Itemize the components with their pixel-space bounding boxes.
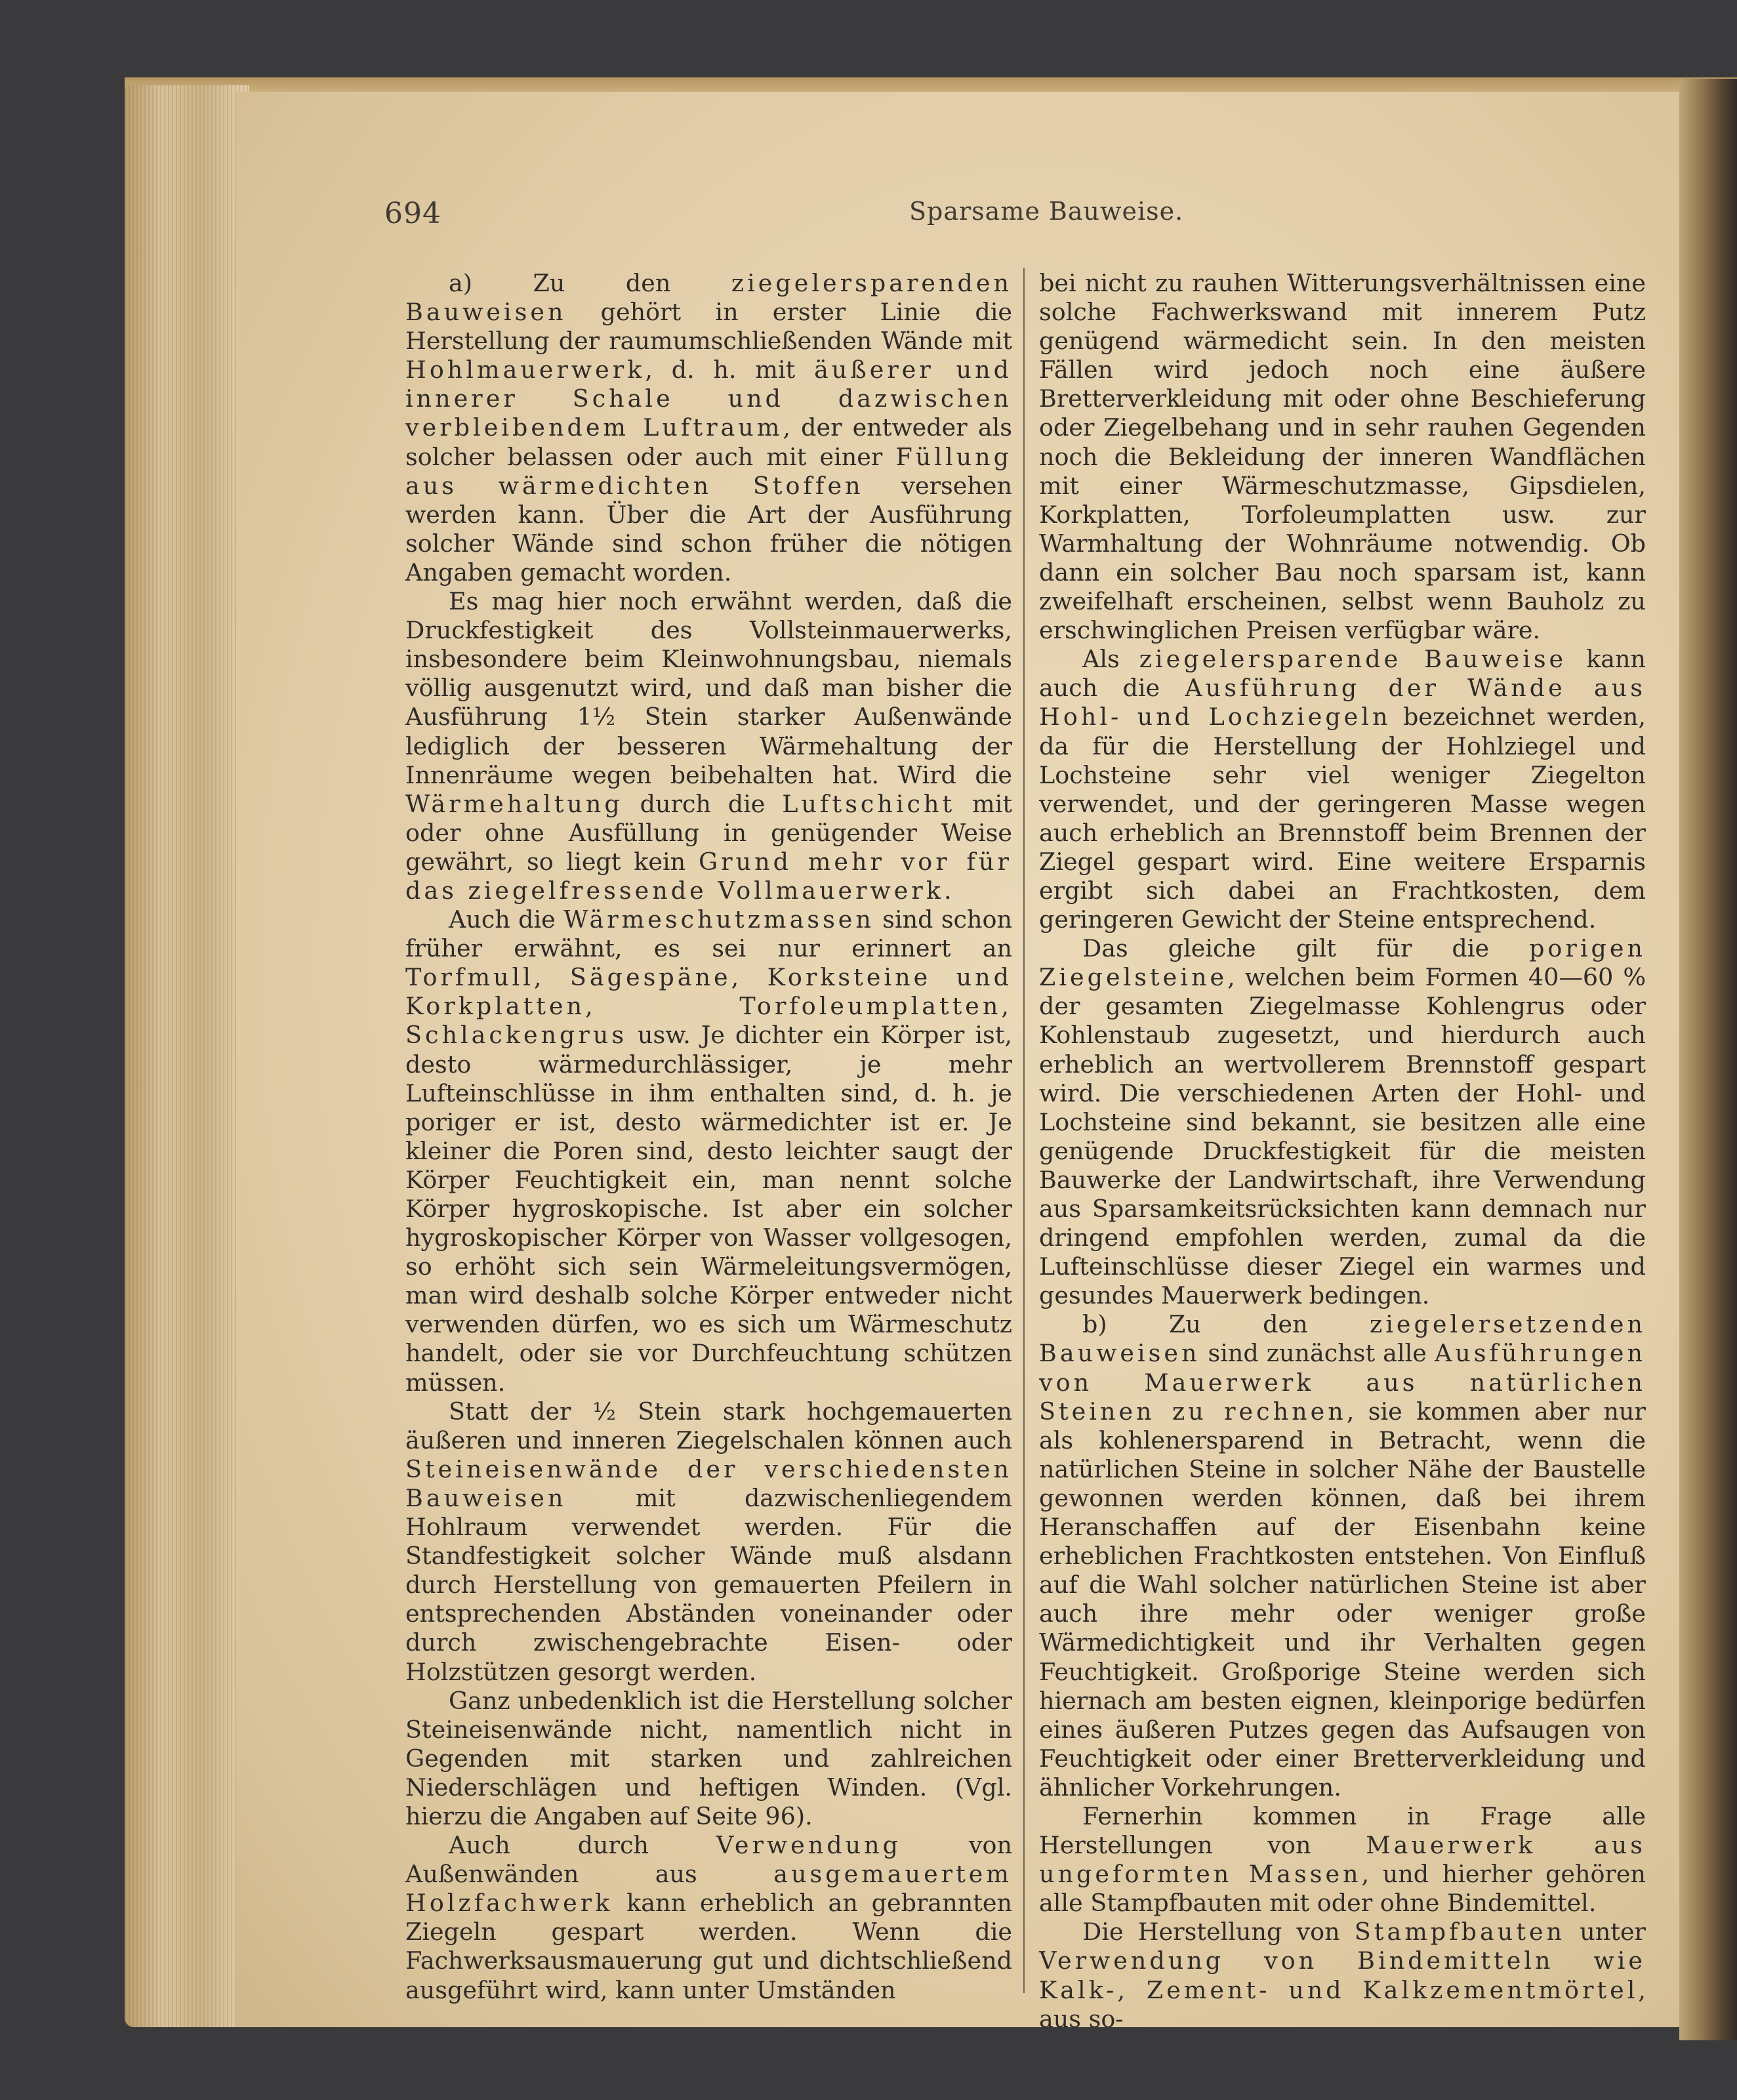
spaced-emphasis: Füllung aus wärmedichten Stoffen: [405, 442, 1012, 500]
paragraph: [1039, 645, 1646, 934]
left-text-column: [405, 269, 1012, 2005]
text-run: von Außenwänden aus: [405, 1831, 1012, 1889]
page-edges: [125, 85, 249, 2027]
text-run: versehen werden kann. Über die Art der Ausführung solcher Wände sind schon früher die nötigen Angaben gemacht worden.: [405, 471, 1012, 587]
text-run: .: [943, 876, 952, 905]
paragraph: [405, 1687, 1012, 1831]
text-run: kann erheblich an gebrannten Ziegeln gespart werden. Wenn die Fachwerksausmauerung gut und dichtschließend ausgeführt wird, kann unter Umständen: [405, 1889, 1012, 2004]
spaced-emphasis: porigen Ziegelsteine: [1039, 934, 1646, 992]
running-title: Sparsame Bauweise.: [909, 197, 1184, 226]
text-run: Es mag hier noch erwähnt werden, daß die Druckfestigkeit des Vollsteinmauerwerks, insbesondere beim Kleinwohnungsbau, niemals völlig ausgenutzt wird, und daß man bisher die Ausführung 1½ Stein starker Außenwände lediglich der besseren Wärmehaltung der Innenräume wegen beibehalten hat. Wird die: [405, 587, 1012, 789]
spaced-emphasis: Mauerwerk aus ungeformten Massen: [1039, 1831, 1646, 1889]
text-run: Statt der ½ Stein stark hochgemauerten äußeren und inneren Ziegelschalen können auch: [405, 1397, 1012, 1454]
spaced-emphasis: äußerer und innerer Schale und dazwischen verbleibendem Luftraum: [405, 356, 1013, 442]
page-number: 694: [384, 197, 441, 230]
text-run: gehört in erster Linie die Herstellung der raumumschließenden Wände mit: [405, 298, 1012, 356]
paragraph: [1039, 934, 1646, 1310]
text-run: , sie kommen aber nur als kohlenersparend in Betracht, wenn die natürlichen Steine in solcher Nähe der Baustelle gewonnen werden können, daß bei ihrem Heranschaffen auf der Eisenbahn keine erheblichen Frachtkosten entstehen. Von Einfluß auf die Wahl solcher natürlichen Steine ist aber auch ihre mehr oder weniger große Wärmedichtigkeit und ihr Verhalten gegen Feuchtigkeit. Großporige Steine werden sich hiernach am besten eignen, kleinporige bedürfen eines äußeren Putzes gegen das Aufsaugen von Feuchtigkeit oder einer Bretterverkleidung und ähnlicher Vorkehrungen.: [1039, 1397, 1646, 1801]
paragraph: [1039, 269, 1646, 645]
text-run: kann auch die: [1039, 645, 1646, 703]
text-run: Auch durch: [449, 1831, 716, 1860]
spaced-emphasis: Steineisenwände der verschiedensten Bauweisen: [405, 1454, 1012, 1512]
text-run: a) Zu den: [449, 269, 731, 297]
paragraph: [405, 587, 1012, 905]
paragraph: [1039, 1918, 1646, 2033]
text-run: bezeichnet werden, da für die Herstellung der Hohlziegel und Lochsteine sehr viel weniger Ziegelton verwendet, und der geringeren Masse wegen auch erheblich an Brennstoff beim Brennen der Ziegel gespart wird. Eine weitere Ersparnis ergibt sich dabei an Frachtkosten, dem geringeren Gewicht der Steine entsprechend.: [1039, 703, 1646, 934]
text-run: bei nicht zu rauhen Witterungsverhältnissen eine solche Fachwerkswand mit innerem Putz genügend wärmedicht sein. In den meisten Fällen wird jedoch noch eine äußere Bretterverkleidung mit oder ohne Beschieferung oder Ziegelbehang und in sehr rauhen Gegenden noch die Bekleidung der inneren Wandflächen mit einer Wärmeschutzmasse, Gipsdielen, Korkplatten, Torfoleumplatten usw. zur Warmhaltung der Wohnräume notwendig. Ob dann ein solcher Bau noch sparsam ist, kann zweifelhaft erscheinen, selbst wenn Bauholz zu erschwinglichen Preisen verfügbar wäre.: [1039, 269, 1646, 645]
text-run: b) Zu den: [1082, 1310, 1370, 1339]
spaced-emphasis: Luftschicht: [782, 789, 956, 818]
paragraph: [405, 1831, 1012, 2005]
right-text-column: [1039, 269, 1646, 2034]
column-divider: [1023, 268, 1025, 1993]
text-run: Auch die: [449, 905, 564, 934]
spaced-emphasis: ziegelersparenden Bauweisen: [405, 269, 1012, 327]
text-run: Fernerhin kommen in Frage alle Herstellungen von: [1039, 1801, 1646, 1860]
spaced-emphasis: ziegelersparende Bauweise: [1139, 645, 1567, 674]
text-run: unter: [1565, 1918, 1646, 1946]
text-run: Die Herstellung von: [1082, 1918, 1355, 1946]
spaced-emphasis: ziegelersetzenden Bauweisen: [1039, 1310, 1646, 1368]
spaced-emphasis: Stampfbauten: [1354, 1918, 1566, 1946]
paragraph: [1039, 1802, 1646, 1918]
spaced-emphasis: Torfmull, Sägespäne, Korksteine und Korkplatten, Torfoleumplatten, Schlackengrus: [405, 963, 1012, 1050]
text-run: , d. h. mit: [645, 356, 815, 384]
text-run: sind zunächst alle: [1200, 1339, 1435, 1368]
spaced-emphasis: Verwendung: [716, 1831, 901, 1860]
text-run: Ganz unbedenklich ist die Herstellung solcher Steineisenwände nicht, namentlich nicht in Gegenden mit starken und zahlreichen Niederschlägen und heftigen Winden. (Vgl. hierzu die Angaben auf Seite 96).: [405, 1686, 1012, 1830]
paragraph: [405, 269, 1012, 587]
spaced-emphasis: Ausführungen von Mauerwerk aus natürlichen Steinen zu rechnen: [1039, 1339, 1646, 1426]
page-header: [384, 197, 1500, 236]
text-run: sind schon früher erwähnt, es sei nur erinnert an: [405, 905, 1012, 963]
text-run: , der entweder als solcher belassen oder auch mit einer: [405, 413, 1012, 471]
text-run: usw. Je dichter ein Körper ist, desto wärmedurchlässiger, je mehr Lufteinschlüsse in ihm enthalten sind, d. h. je poriger er ist, desto wärmedichter ist er. Je kleiner die Poren sind, desto leichter saugt der Körper Feuchtigkeit ein, man nennt solche Körper hygroskopische. Ist aber ein solcher hygroskopischer Körper von Wasser vollgesogen, so erhöht sich sein Wärmeleitungsvermögen, man wird deshalb solche Körper entweder nicht verwenden dürfen, wo es sich um Wärmeschutz handelt, oder sie vor Durchfeuchtung schützen müssen.: [405, 1021, 1012, 1397]
spaced-emphasis: Ausführung der Wände aus Hohl- und Lochziegeln: [1039, 674, 1646, 731]
text-run: mit oder ohne Ausfüllung in genügender Weise gewährt, so liegt kein: [405, 789, 1013, 876]
spaced-emphasis: Wärmeschutzmassen: [563, 905, 874, 934]
spaced-emphasis: Wärmehaltung: [405, 789, 623, 818]
spaced-emphasis: Hohlmauerwerk: [405, 356, 645, 384]
paragraph: [405, 905, 1012, 1397]
text-run: , aus so-: [1039, 1975, 1646, 2033]
spaced-emphasis: Grund mehr vor für das ziegelfressende Vollmauerwerk: [405, 847, 1012, 905]
text-run: Das gleiche gilt für die: [1082, 934, 1530, 963]
text-run: Als: [1082, 645, 1139, 674]
text-run: , und hierher gehören alle Stampfbauten mit oder ohne Bindemittel.: [1039, 1860, 1646, 1918]
spaced-emphasis: Verwendung von Bindemitteln wie Kalk-, Zement- und Kalkzementmörtel: [1039, 1946, 1646, 2004]
book-gutter: [1679, 79, 1737, 2040]
text-run: mit dazwischenliegendem Hohlraum verwendet werden. Für die Standfestigkeit solcher Wände muß alsdann durch Herstellung von gemauerten Pfeilern in entsprechenden Abständen voneinander oder durch zwischengebrachte Eisen- oder Holzstützen gesorgt werden.: [405, 1483, 1012, 1686]
paragraph: [405, 1397, 1012, 1687]
text-run: durch die: [623, 789, 783, 818]
spaced-emphasis: ausgemauertem Holzfachwerk: [405, 1860, 1012, 1918]
paragraph: [1039, 1310, 1646, 1802]
text-run: , welchen beim Formen 40—60 % der gesamten Ziegelmasse Kohlengrus oder Kohlenstaub zugesetzt, und hierdurch auch erheblich an wertvollerem Brennstoff gespart wird. Die verschiedenen Arten der Hohl- und Lochsteine sind bekannt, sie besitzen alle eine genügende Druckfestigkeit für die meisten Bauwerke der Landwirtschaft, ihre Verwendung aus Sparsamkeitsrücksichten kann demnach nur dringend empfohlen werden, zumal da die Lufteinschlüsse dieser Ziegel ein warmes und gesundes Mauerwerk bedingen.: [1039, 963, 1646, 1310]
